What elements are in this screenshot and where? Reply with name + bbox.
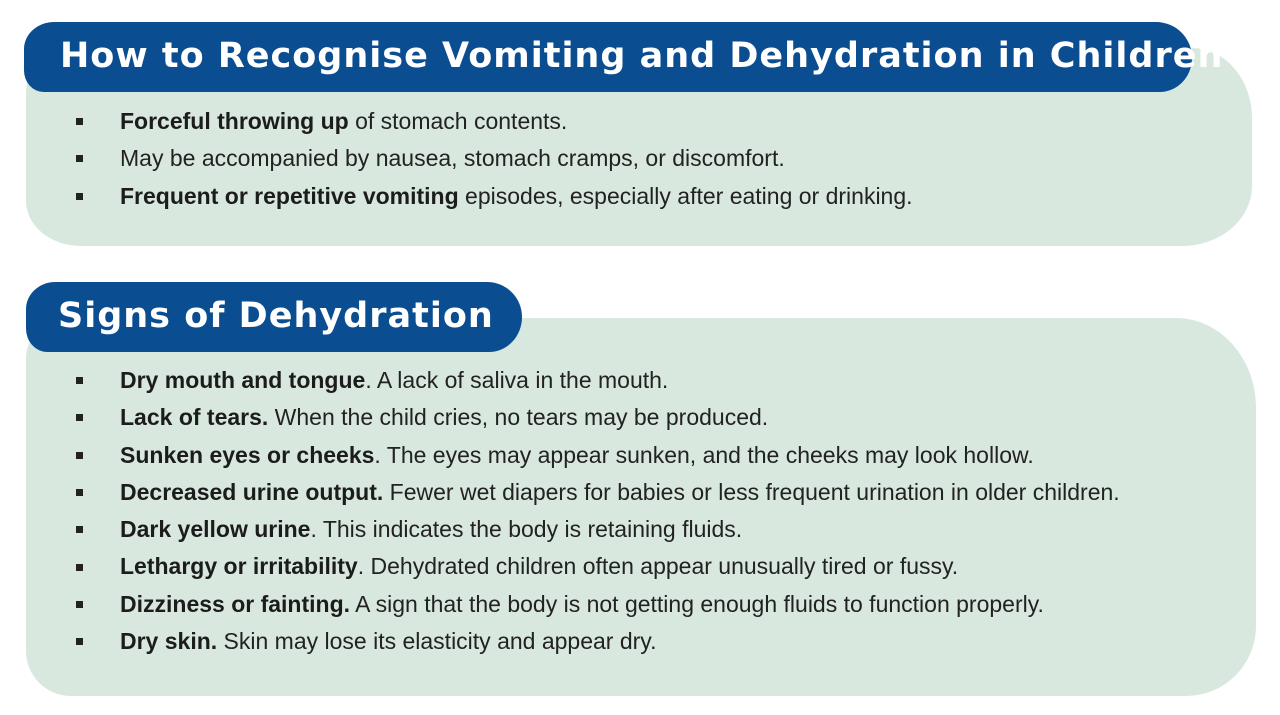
vomiting-section-title: How to Recognise Vomiting and Dehydration in Children (24, 22, 1192, 92)
list-item (76, 437, 1120, 474)
list-item (76, 103, 913, 140)
item-text: of stomach contents. (348, 108, 568, 134)
square-bullet-icon (76, 601, 83, 608)
item-text: When the child cries, no tears may be produced. (268, 404, 769, 431)
dehydration-section-title: Signs of Dehydration (26, 282, 522, 352)
item-text: Skin may lose its elasticity and appear dry. (217, 628, 657, 655)
list-item (76, 140, 913, 177)
dehydration-signs-list (76, 362, 1120, 660)
item-bold-label: Dizziness or fainting. (120, 590, 351, 617)
vomiting-signs-list (76, 103, 913, 215)
square-bullet-icon (76, 414, 83, 421)
list-item (76, 178, 913, 215)
item-text: . This indicates the body is retaining fluids. (310, 516, 743, 543)
item-bold-label: Forceful throwing up (120, 108, 349, 134)
item-text: May be accompanied by nausea, stomach cramps, or discomfort. (120, 145, 785, 172)
list-item (76, 548, 1120, 585)
item-text: . A lack of saliva in the mouth. (365, 367, 669, 393)
square-bullet-icon (76, 118, 83, 125)
item-text: . Dehydrated children often appear unusually tired or fussy. (357, 553, 959, 580)
list-item (76, 511, 1120, 548)
square-bullet-icon (76, 377, 83, 384)
square-bullet-icon (76, 155, 83, 162)
item-text: A sign that the body is not getting enough fluids to function properly. (350, 590, 1044, 617)
item-bold-label: Lethargy or irritability (120, 553, 358, 580)
square-bullet-icon (76, 526, 83, 533)
item-bold-label: Sunken eyes or cheeks (120, 441, 375, 468)
list-item (76, 399, 1120, 436)
square-bullet-icon (76, 638, 83, 645)
list-item (76, 586, 1120, 623)
item-text: Fewer wet diapers for babies or less frequent urination in older children. (383, 478, 1120, 505)
square-bullet-icon (76, 452, 83, 459)
item-bold-label: Lack of tears. (120, 404, 269, 431)
list-item (76, 362, 1120, 399)
square-bullet-icon (76, 193, 83, 200)
list-item (76, 474, 1120, 511)
item-bold-label: Dry skin. (120, 628, 218, 655)
item-text: . The eyes may appear sunken, and the cheeks may look hollow. (374, 441, 1034, 468)
square-bullet-icon (76, 489, 83, 496)
item-bold-label: Dark yellow urine (120, 516, 311, 543)
item-text: episodes, especially after eating or drinking. (458, 182, 913, 209)
list-item (76, 623, 1120, 660)
item-bold-label: Frequent or repetitive vomiting (120, 182, 459, 209)
square-bullet-icon (76, 564, 83, 571)
item-bold-label: Dry mouth and tongue (120, 367, 366, 393)
item-bold-label: Decreased urine output. (120, 478, 384, 505)
